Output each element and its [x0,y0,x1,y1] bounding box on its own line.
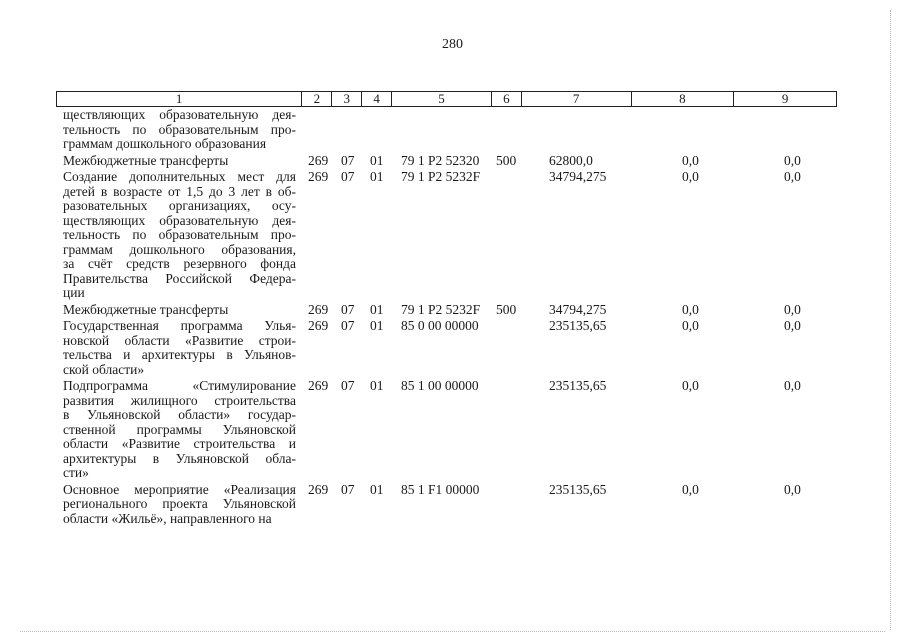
row-value-c9: 0,0 [784,318,801,333]
row-value-c5: 79 1 P2 5232F [401,169,481,184]
table-row [0,108,905,152]
row-value-c6: 500 [496,152,517,168]
table-row [0,483,905,527]
row-value-c8: 0,0 [682,169,699,184]
row-name-line: граммам дошкольного образования [63,136,267,151]
header-col-7: 7 [522,92,632,106]
header-col-4: 4 [362,92,392,106]
row-name-line: тельства и архитектуры в Ульянов- [63,347,296,362]
row-value-c2: 269 [308,378,329,393]
row-value-c7: 34794,275 [549,169,607,184]
row-value-c7: 62800,0 [549,152,593,168]
row-name-line: архитектуры в Ульяновской обла- [63,450,296,466]
row-name-line: ской области» [63,361,145,377]
row-name [63,170,296,301]
page-number: 280 [442,37,463,52]
row-value-c3: 07 [341,152,355,168]
row-value-c5: 79 1 P2 52320 [401,152,480,168]
row-name [63,319,296,377]
row-value-c4: 01 [370,318,384,333]
row-value-c5: 85 1 F1 00000 [401,481,480,497]
row-name-line: ции [63,285,85,300]
row-value-c4: 01 [370,152,384,168]
table-row [0,154,905,169]
row-name-line: области «Развитие строительства и [63,436,296,451]
row-value-c3: 07 [341,378,355,393]
row-value-c9: 0,0 [784,378,801,393]
row-value-c2: 269 [308,169,329,184]
row-name-line: тельность по образовательным про- [63,227,296,242]
row-name-line: регионального проекта Ульяновской [63,496,296,511]
header-col-6: 6 [492,92,522,106]
header-col-1: 1 [57,92,302,106]
row-name-line: граммам дошкольного образования, [63,241,296,257]
row-name [63,303,296,318]
header-col-5: 5 [392,92,492,106]
row-value-c7: 235135,65 [549,378,607,393]
header-col-3: 3 [332,92,362,106]
row-value-c5: 79 1 P2 5232F [401,301,481,317]
row-name-line: Основное мероприятие «Реализация [63,481,296,497]
row-value-c3: 07 [341,169,355,184]
row-value-c8: 0,0 [682,378,699,393]
table-row [0,379,905,481]
row-value-c8: 0,0 [682,481,699,497]
row-value-c8: 0,0 [682,152,699,168]
row-name-line: Подпрограмма «Стимулирование [63,378,296,393]
row-name-line: Создание дополнительных мест для [63,169,296,184]
row-value-c4: 01 [370,169,384,184]
row-value-c4: 01 [370,378,384,393]
row-name [63,108,296,152]
row-value-c2: 269 [308,318,329,333]
table-header [56,91,837,107]
row-name-line: сти» [63,465,89,480]
row-value-c8: 0,0 [682,301,699,317]
row-value-c9: 0,0 [784,301,801,317]
row-value-c3: 07 [341,318,355,333]
row-name-line: Межбюджетные трансферты [63,301,229,317]
row-name-line: ществляющих образовательную дея- [63,212,296,228]
table-row [0,170,905,301]
row-name-line: развития жилищного строительства [63,392,296,408]
header-col-8: 8 [632,92,735,106]
row-value-c7: 235135,65 [549,318,607,333]
row-name-line: области «Жильё», направленного на [63,510,272,526]
row-name-line: Правительства Российской Федера- [63,270,296,286]
row-name [63,483,296,527]
table-row [0,303,905,318]
row-name-line: ственной программы Ульяновской [63,421,296,437]
row-value-c5: 85 0 00 00000 [401,318,479,333]
row-value-c5: 85 1 00 00000 [401,378,479,393]
row-value-c7: 34794,275 [549,301,607,317]
row-name-line: Межбюджетные трансферты [63,152,229,168]
row-value-c2: 269 [308,481,329,497]
row-value-c9: 0,0 [784,169,801,184]
row-value-c3: 07 [341,481,355,497]
row-value-c2: 269 [308,152,329,168]
row-value-c7: 235135,65 [549,481,607,497]
row-name-line: разовательных организациях, осу- [63,198,296,213]
scan-bottom-line [20,631,885,634]
row-name-line: за счёт средств резервного фонда [63,256,296,271]
row-value-c9: 0,0 [784,481,801,497]
row-value-c8: 0,0 [682,318,699,333]
row-name-line: новской области «Развитие строи- [63,332,296,348]
table-row [0,319,905,377]
row-value-c9: 0,0 [784,152,801,168]
row-name-line: Государственная программа Улья- [63,318,296,333]
row-value-c3: 07 [341,301,355,317]
scan-edge-line [890,10,893,630]
row-value-c4: 01 [370,301,384,317]
row-value-c2: 269 [308,301,329,317]
row-name-line: тельность по образовательным про- [63,121,296,137]
header-col-9: 9 [781,91,789,106]
header-col-2: 2 [302,92,332,106]
row-value-c6: 500 [496,301,517,317]
row-name-line: в Ульяновской области» государ- [63,407,296,422]
row-name-line: детей в возрасте от 1,5 до 3 лет в об- [63,183,296,199]
row-name [63,154,296,169]
row-value-c4: 01 [370,481,384,497]
row-name-line: ществляющих образовательную дея- [63,107,296,122]
row-name [63,379,296,481]
